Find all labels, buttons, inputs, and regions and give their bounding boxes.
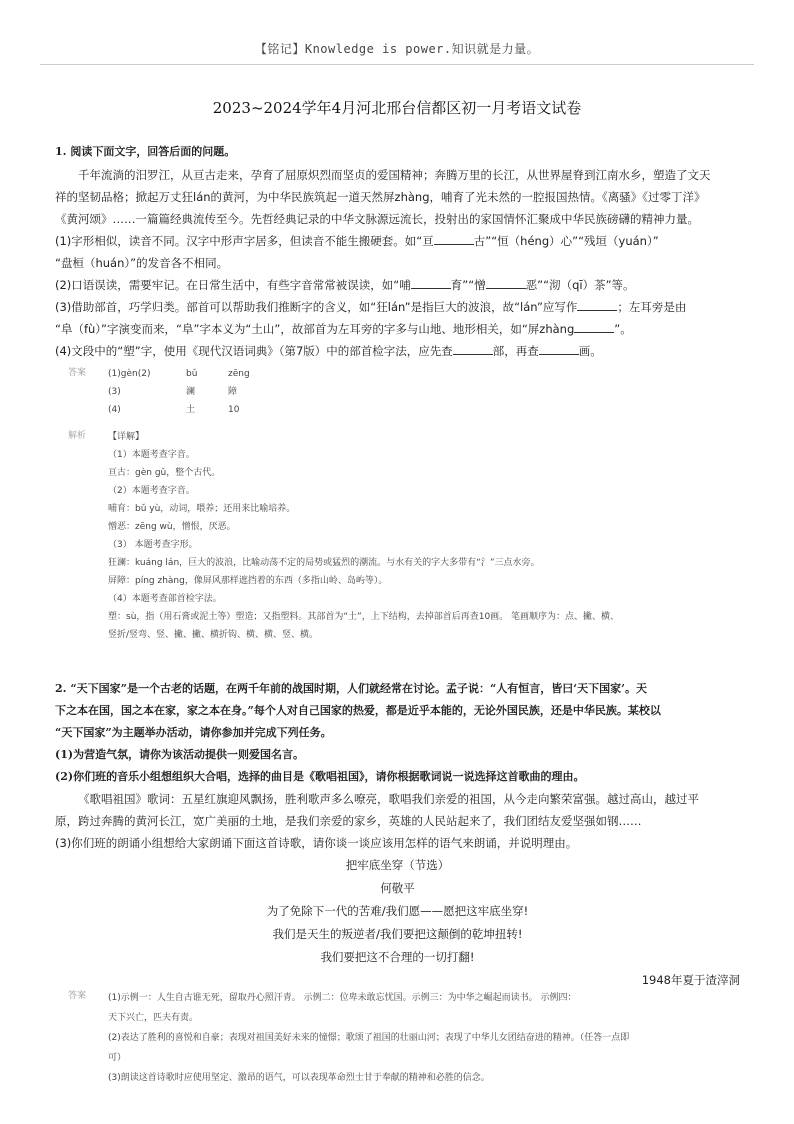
- poem-line: 为了免除下一代的苦难/我们愿——愿把这牢底坐穿!: [266, 904, 529, 918]
- header-divider: [40, 64, 754, 65]
- answer-line: 天下兴亡，匹夫有责。: [108, 1013, 199, 1023]
- q1-item-text: ”。: [614, 322, 632, 336]
- answer-blank[interactable]: [434, 232, 474, 245]
- answer-cell: 土: [186, 405, 196, 415]
- q1-item-text: (2)口语误读，需要牢记。在日常生活中，有些字音常常被误读，如“哺: [55, 278, 411, 292]
- answer-line: (1)示例一：人生自古谁无死，留取丹心照汗青。 示例二：位卑未敢忘忧国。示例三：为中华之崛起而读书。 示例四：: [108, 993, 577, 1003]
- question-2-task: (1)为营造气氛，请你为该活动提供一则爱国名言。: [55, 748, 305, 761]
- answer-line: (2)表达了胜利的喜悦和自豪；表现对祖国美好未来的憧憬；歌颂了祖国的壮丽山河；表现了中华儿女团结奋进的精神。（任答一点即: [108, 1033, 630, 1043]
- q1-item-text: (3)借助部首，巧学归类。部首可以帮助我们推断字的含义，如“狂lán”是指巨大的波浪，故“lán”应写作: [55, 300, 578, 314]
- q1-item-text: “盘桓（huán）”的发音各不相同。: [55, 256, 229, 270]
- q1-passage-line: 《黄河颂》……一篇篇经典流传至今。先哲经典记录的中华文脉源远流长，投射出的家国情怀汇聚成中华民族磅礴的精神力量。: [55, 212, 699, 226]
- q1-item-text: “阜（fù）”字演变而来，“阜”字本义为“土山”，故部首为左耳旁的字多与山地、地形相关，如“屏zhàng: [55, 322, 575, 336]
- answer-row: [108, 383, 748, 401]
- explanation-line: 憎恶：zēng wù，憎恨，厌恶。: [108, 522, 236, 532]
- answer-blank[interactable]: [577, 298, 617, 311]
- q1-item-text: 古”“恒（héng）心”“残垣（yuán）”: [473, 234, 659, 248]
- q1-item-2: [55, 274, 740, 296]
- answer-row: [108, 365, 748, 383]
- exam-title: 2023~2024学年4月河北邢台信都区初一月考语文试卷: [212, 99, 582, 117]
- explanation-line: （1）本题考查字音。: [108, 450, 195, 460]
- poem-author: 何敬平: [380, 881, 415, 895]
- answer-line: 可）: [108, 1053, 127, 1063]
- explanation-line: （2）本题考查字音。: [108, 486, 195, 496]
- q1-item-3: [55, 296, 740, 318]
- answer-tag: 答案: [68, 991, 87, 1001]
- q1-item-4: [55, 340, 740, 362]
- q1-passage-line: 千年流淌的汨罗江，从亘古走来，孕育了屈原炽烈而坚贞的爱国精神；奔腾万里的长江，从世界屋脊到江南水乡，塑造了文天: [78, 168, 711, 182]
- poem-signoff: 1948年夏于渣滓洞: [641, 973, 740, 987]
- question-2-heading: “天下国家”为主题举办活动，请你参加并完成下列任务。: [55, 726, 332, 739]
- answer-cell: 10: [228, 405, 240, 415]
- answer-1: [68, 365, 748, 419]
- question-2-heading: 下之本在国，国之本在家，家之本在身。”每个人对自己国家的热爱，都是近乎本能的，无论外国民族，还是中华民族。某校以: [55, 704, 661, 717]
- answer-cell: (4): [108, 405, 121, 415]
- explanation-1: [68, 428, 748, 644]
- answer-cell: (1)gèn(2): [108, 369, 151, 379]
- poem-title: 把牢底坐穿（节选）: [345, 858, 450, 872]
- q1-item-text: (1)字形相似，读音不同。汉字中形声字居多，但读音不能生搬硬套。如“亘: [55, 234, 434, 248]
- poem-line: 我们要把这不合理的一切打翻!: [320, 950, 475, 964]
- explanation-line: 塑：sù，指（用石膏或泥土等）塑造；又指塑料。其部首为“土”，上下结构，去掉部首后再查10画。 笔画顺序为：点、撇、横、: [108, 612, 620, 622]
- answer-blank[interactable]: [411, 276, 451, 289]
- answer-cell: bǔ: [186, 369, 198, 379]
- question-2-task: (2)你们班的音乐小组想组织大合唱，选择的曲目是《歌唱祖国》，请你根据歌词说一说选择这首歌曲的理由。: [55, 770, 585, 783]
- answer-line: (3)朗读这首诗歌时应使用坚定、激昂的语气，可以表现革命烈士甘于奉献的精神和必胜的信念。: [108, 1073, 490, 1083]
- answer-blank[interactable]: [453, 342, 493, 355]
- q1-item-text: 画。: [578, 344, 602, 358]
- explanation-line: 哺育：bǔ yù，动词，喂养；还用来比喻培养。: [108, 504, 296, 514]
- answer-blank[interactable]: [539, 342, 579, 355]
- explanation-line: 狂澜：kuáng lán，巨大的波浪，比喻动荡不定的局势或猛烈的潮流。与水有关的字大多带有“氵”三点水旁。: [108, 558, 540, 568]
- answer-cell: 澜: [186, 387, 196, 397]
- answer-blank[interactable]: [574, 320, 614, 333]
- answer-row: [108, 401, 748, 419]
- question-1-heading: 1. 阅读下面文字，回答后面的问题。: [55, 145, 236, 158]
- q2-lyrics-line: 原，跨过奔腾的黄河长江，宽广美丽的土地，是我们亲爱的家乡，英雄的人民站起来了，我们团结友爱坚强如钢……: [55, 814, 642, 828]
- q1-item-text: 育”“憎: [450, 278, 486, 292]
- explanation-line: （4）本题考查部首检字法。: [108, 594, 222, 604]
- answer-cell: 障: [228, 387, 238, 397]
- q1-item-text: (4)文段中的“塑”字，使用《现代汉语词典》（第7版）中的部首检字法，应先查: [55, 344, 453, 358]
- question-2-heading: 2. “天下国家”是一个古老的话题，在两千年前的战国时期，人们就经常在讨论。孟子说：“人有恒言，皆曰‘天下国家’。天: [55, 682, 647, 695]
- explanation-line: 屏障：píng zhàng，像屏风那样遮挡着的东西（多指山岭、岛屿等）。: [108, 576, 388, 586]
- answer-tag: 答案: [68, 368, 87, 378]
- explanation-line: 竖折/竖弯、竖、撇、撇、横折钩、横、横、竖、横。: [108, 630, 319, 640]
- q1-item-text: 部，再查: [492, 344, 539, 358]
- answer-2: [68, 988, 748, 1088]
- poem-line: 我们是天生的叛逆者/我们要把这颠倒的乾坤扭转!: [272, 927, 523, 941]
- question-2: [55, 678, 740, 992]
- explanation-line: 亘古：gèn gǔ，整个古代。: [108, 468, 221, 478]
- q1-item-3-cont: [55, 318, 740, 340]
- question-1: [55, 142, 740, 362]
- q1-passage-line: 祥的坚韧品格；掀起万丈狂lán的黄河，为中华民族筑起一道天然屏zhàng，哺育了光未然的一腔报国热情。《离骚》《过零丁洋》: [55, 190, 706, 204]
- q1-item-1-cont: [55, 252, 740, 274]
- q2-task-3: (3)你们班的朗诵小组想给大家朗诵下面这首诗歌，请你谈一谈应该用怎样的语气来朗诵，并说明理由。: [55, 836, 578, 850]
- explanation-tag: 解析: [68, 431, 87, 441]
- explanation-line: 【详解】: [108, 432, 145, 442]
- answer-cell: zēng: [228, 369, 250, 379]
- q1-item-1: [55, 230, 740, 252]
- answer-cell: (3): [108, 387, 121, 397]
- q2-lyrics-line: 《歌唱祖国》歌词：五星红旗迎风飘扬，胜利歌声多么嘹亮，歌唱我们亲爱的祖国，从今走向繁荣富强。越过高山，越过平: [78, 792, 699, 806]
- answer-blank[interactable]: [486, 276, 526, 289]
- explanation-line: （3） 本题考查字形。: [108, 540, 198, 550]
- q1-item-text: ；左耳旁是由: [617, 300, 687, 314]
- page-banner: 【铭记】Knowledge is power.知识就是力量。: [254, 42, 540, 56]
- q1-item-text: 恶”“沏（qī）茶”等。: [525, 278, 635, 292]
